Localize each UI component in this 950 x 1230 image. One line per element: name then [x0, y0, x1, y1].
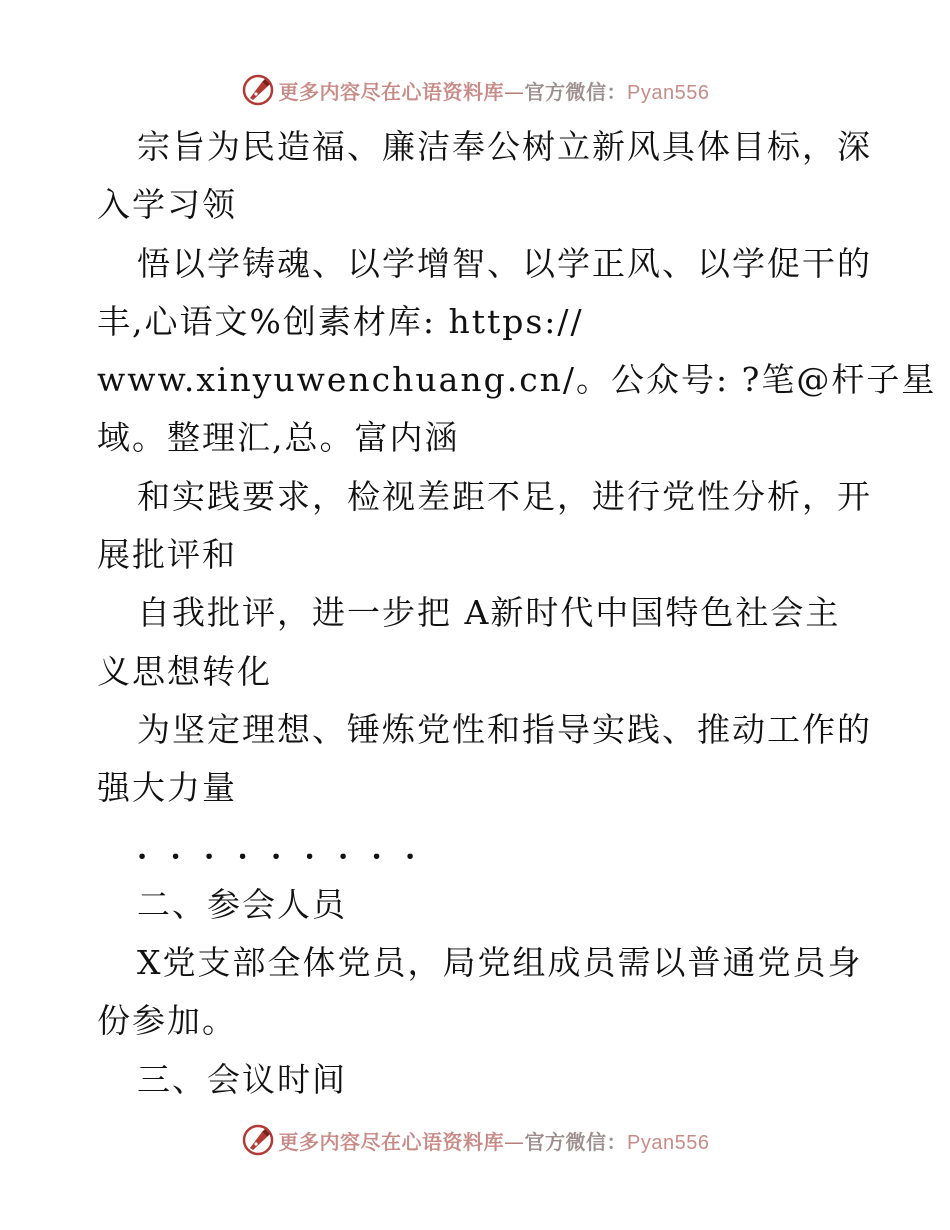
header-banner	[0, 70, 950, 110]
text-line: 丰,心语文%创素材库: https://	[97, 301, 584, 341]
text-line: 份参加。	[97, 1001, 237, 1041]
banner-wechat-label: 官方微信：	[524, 1129, 628, 1154]
header-banner-text	[279, 76, 710, 105]
ellipsis-dots: ．．．．．．．．．	[137, 826, 455, 866]
text-line: 义思想转化	[97, 651, 272, 691]
banner-main-text: 更多内容尽在心语资料库	[278, 79, 505, 104]
text-line: 宗旨为民造福、廉洁奉公树立新风具体目标，深	[137, 127, 872, 166]
text-line: 悟以学铸魂、以学增智、以学正风、以学促干的	[137, 243, 872, 283]
text-line: 自我批评，进一步把 A新时代中国特色社会主	[137, 593, 841, 633]
banner-wechat-id: Pyan556	[627, 1131, 710, 1154]
pen-nib-logo-icon	[241, 1123, 275, 1157]
text-line: 域。整理汇,总。富内涵	[97, 418, 460, 458]
banner-separator: —	[504, 79, 525, 104]
section-heading-attendees: 二、参会人员	[137, 884, 347, 924]
banner-wechat-label: 官方微信：	[524, 79, 628, 104]
banner-separator: —	[504, 1129, 525, 1154]
document-body	[97, 118, 937, 1109]
pen-nib-logo-icon	[241, 73, 275, 107]
text-line: 入学习领	[97, 185, 237, 225]
banner-wechat-id: Pyan556	[627, 81, 710, 104]
text-line: X党支部全体党员，局党组成员需以普通党员身	[137, 943, 863, 983]
banner-main-text: 更多内容尽在心语资料库	[278, 1129, 505, 1154]
text-line: 和实践要求，检视差距不足，进行党性分析，开	[137, 476, 872, 516]
footer-banner	[0, 1120, 950, 1160]
text-line: 展批评和	[97, 535, 237, 575]
footer-banner-text	[279, 1126, 710, 1155]
text-line: www.xinyuwenchuang.cn/。公众号: ?笔@杆子星	[97, 360, 937, 400]
section-heading-meeting-time: 三、会议时间	[137, 1059, 347, 1099]
text-line: 强大力量	[97, 768, 237, 808]
text-line: 为坚定理想、锤炼党性和指导实践、推动工作的	[137, 709, 872, 749]
